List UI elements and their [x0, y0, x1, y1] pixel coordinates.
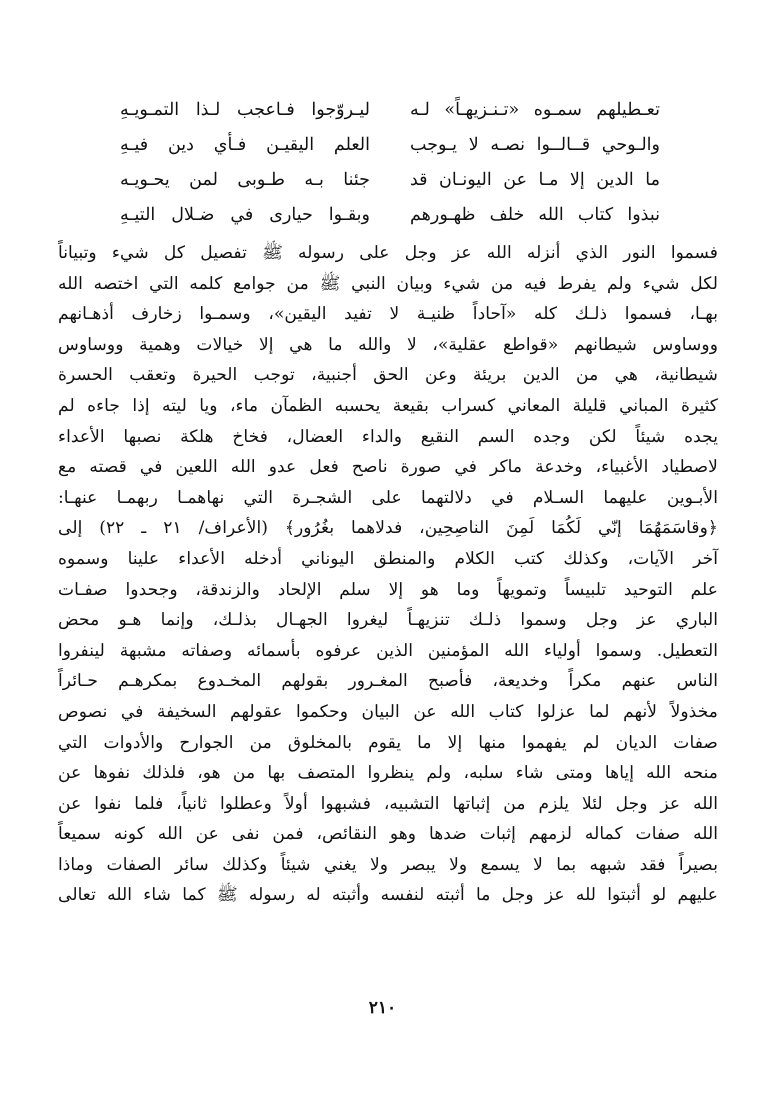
- text-line: بهـا، فسموا ذلـك كله «آحاداً ظنيـة لا تفيد اليقين»، وسمـوا زخارف أذهـانهم: [58, 304, 718, 325]
- text-line: ووساوس شيطانهم «قواطع عقلية»، لا والله ما هي إلا خيالات وهمية ووساوس: [58, 334, 718, 355]
- text-line: عليهم لو أثبتوا لله عز وجل ما أثبته لنفسه وأثبته له رسوله ﷺ كما شاء الله تعالى: [58, 885, 718, 906]
- text-line: يجده شيئاً لكن وجده السم النقيع والداء العضال، فخاخ هلكة نصبها الأعداء: [58, 426, 718, 447]
- text-line: كثيرة المباني قليلة المعاني كسراب بقيعة يحسبه الظمآن ماء، ويا ليته إذا جاءه لم: [58, 395, 718, 416]
- verse-second-hemistich: ليـروّجوا فـاعجب لـذا التمـويـهِ: [120, 99, 370, 120]
- text-line: شيطانية، هي من الدين بريئة وعن الحق أجنبية، توجب الحيرة وتعقب الحسرة: [58, 365, 718, 386]
- body-paragraph: [58, 238, 718, 911]
- text-line: علم التوحيد تلبيساً وتمويهاً وما هو إلا سلم الإلحاد والزندقة، وجحدوا صفـات: [58, 579, 718, 600]
- text-line: الله عز وجل لئلا يلزم من إثباتها التشبيه، فشبهوا أولاً وعطلوا ثانياً، فلما نفوا عن: [58, 793, 718, 814]
- quran-quote-line: ﴿وقاسَمَهُمَا إنّي لَكُمَا لَمِنَ الناصِحِين، فدلاهما بغُرُور﴾ (الأعراف/ ٢١ ـ ٢٢) إلى: [58, 518, 718, 539]
- text-line: الله صفات كماله لزمهم إثبات ضدها وهو النقائص، فمن نفى عن الله كونه سميعاً: [58, 824, 718, 845]
- text-line: الناس عنهم مكراً وخديعة، فأصبح المغـرور بقولهم المخـدوع بمكرهـم حـائراً: [58, 671, 718, 692]
- verse-first-hemistich: تعـطيلهم سمـوه «تـنـزيهـاً» لـه: [410, 99, 660, 120]
- text-line: الأبـوين عليهما السـلام في دلالتهما على الشجـرة التي نهاهمـا ربهمـا عنهـا:: [58, 487, 718, 508]
- verse-first-hemistich: ما الدين إلا مـا عن اليونـان قد: [410, 169, 660, 190]
- verse-second-hemistich: جئنا بـه طـوبى لمن يحـويـه: [120, 169, 370, 190]
- verse-first-hemistich: نبذوا كتاب الله خلف ظهـورهم: [410, 204, 660, 225]
- verse-second-hemistich: العلم اليقيـن فـأي دين فيـهِ: [120, 134, 370, 155]
- text-line: لاصطياد الأغبياء، وخدعة ماكر في صورة ناصح فعل عدو الله اللعين في قصته مع: [58, 457, 718, 478]
- text-line: منحه الله إياها ومتى شاء سلبه، ولم ينظروا المتصف بها من هو، فلذلك نفوها عن: [58, 763, 718, 784]
- text-line: بصيراً فقد شبهه بما لا يسمع ولا يبصر ولا يغني شيئاً وكذلك سائر الصفات وماذا: [58, 854, 718, 875]
- verse-first-hemistich: والـوحي قــالــوا نصـه لا يـوجب: [410, 134, 660, 155]
- page-number: ٢١٠: [368, 998, 397, 1018]
- poem-verse: [120, 197, 660, 232]
- poem-verse: [120, 162, 660, 197]
- text-line: آخر الآيات، وكذلك كتب الكلام والمنطق اليوناني أدخله الأعداء علينا وسموه: [58, 548, 718, 569]
- text-line: صفات الديان لم يفهموا منها إلا ما يقوم بالمخلوق من الجوارح والأدوات التي: [58, 732, 718, 753]
- text-line: فسموا النور الذي أنزله الله عز وجل على رسوله ﷺ تفصيل كل شيء وتبياناً: [58, 243, 718, 263]
- text-line: لكل شيء ولم يفرط فيه من شيء وبيان النبي ﷺ من جوامع كلمه التي اختصه الله: [58, 273, 718, 294]
- text-line: مخذولاً لأنهم لما عزلوا كتاب الله عن البيان وحكموا عقولهم السخيفة في نصوص: [58, 701, 718, 722]
- text-line: الباري عز وجل وسموا ذلـك تنزيهـاً ليغروا الجهـال بذلـك، وإنما هـو محض: [58, 610, 718, 631]
- poem-verse: [120, 127, 660, 162]
- verse-second-hemistich: وبقـوا حيارى في ضـلال التيـهِ: [120, 204, 370, 225]
- text-line: التعطيل. وسموا أولياء الله المؤمنين الذين عرفوه بأسمائه وصفاته مشبهة لينفروا: [58, 640, 718, 661]
- poem-verse: [120, 92, 660, 127]
- poem-block: [120, 92, 660, 232]
